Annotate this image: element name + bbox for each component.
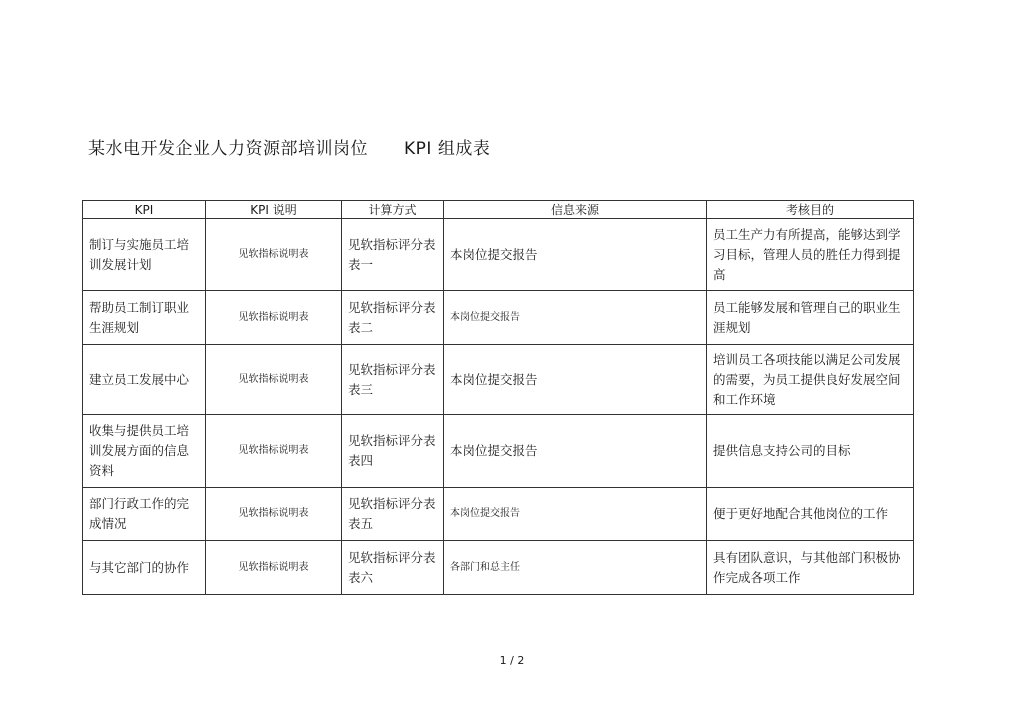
table-row [83, 488, 914, 541]
kpi-desc-cell: 见软指标说明表 [206, 541, 342, 595]
table-body [83, 219, 914, 595]
kpi-name-cell: 制订与实施员工培训发展计划 [83, 219, 206, 291]
kpi-desc-cell: 见软指标说明表 [206, 345, 342, 415]
info-source-cell: 本岗位提交报告 [444, 415, 707, 488]
info-source-cell: 本岗位提交报告 [444, 345, 707, 415]
kpi-name-cell: 与其它部门的协作 [83, 541, 206, 595]
purpose-cell: 具有团队意识，与其他部门积极协作完成各项工作 [707, 541, 914, 595]
kpi-desc-cell: 见软指标说明表 [206, 488, 342, 541]
title-main: 某水电开发企业人力资源部培训岗位 [88, 139, 368, 159]
header-calc-method: 计算方式 [342, 201, 444, 219]
header-kpi-desc: KPI 说明 [206, 201, 342, 219]
info-source-cell: 本岗位提交报告 [444, 219, 707, 291]
purpose-cell: 培训员工各项技能以满足公司发展的需要，为员工提供良好发展空间和工作环境 [707, 345, 914, 415]
calc-method-cell: 见软指标评分表表一 [342, 219, 444, 291]
kpi-name-cell: 帮助员工制订职业生涯规划 [83, 291, 206, 345]
page-number: 1 / 2 [499, 654, 525, 667]
kpi-desc-cell: 见软指标说明表 [206, 219, 342, 291]
table-row [83, 345, 914, 415]
info-source-cell: 本岗位提交报告 [444, 291, 707, 345]
purpose-cell: 提供信息支持公司的目标 [707, 415, 914, 488]
table-row [83, 541, 914, 595]
purpose-cell: 员工生产力有所提高，能够达到学习目标，管理人员的胜任力得到提高 [707, 219, 914, 291]
kpi-name-cell: 部门行政工作的完成情况 [83, 488, 206, 541]
table-header [83, 201, 914, 219]
info-source-cell: 本岗位提交报告 [444, 488, 707, 541]
table-row [83, 415, 914, 488]
info-source-cell: 各部门和总主任 [444, 541, 707, 595]
kpi-name-cell: 建立员工发展中心 [83, 345, 206, 415]
header-purpose: 考核目的 [707, 201, 914, 219]
header-kpi: KPI [83, 201, 206, 219]
kpi-table [82, 200, 914, 595]
header-info-source: 信息来源 [444, 201, 707, 219]
title-suffix: KPI 组成表 [404, 139, 491, 159]
calc-method-cell: 见软指标评分表表六 [342, 541, 444, 595]
calc-method-cell: 见软指标评分表表四 [342, 415, 444, 488]
header-row [83, 201, 914, 219]
kpi-desc-cell: 见软指标说明表 [206, 415, 342, 488]
table-row [83, 219, 914, 291]
document-title [88, 134, 490, 159]
purpose-cell: 员工能够发展和管理自己的职业生涯规划 [707, 291, 914, 345]
calc-method-cell: 见软指标评分表表二 [342, 291, 444, 345]
calc-method-cell: 见软指标评分表表五 [342, 488, 444, 541]
purpose-cell: 便于更好地配合其他岗位的工作 [707, 488, 914, 541]
kpi-name-cell: 收集与提供员工培训发展方面的信息资料 [83, 415, 206, 488]
kpi-desc-cell: 见软指标说明表 [206, 291, 342, 345]
table-row [83, 291, 914, 345]
calc-method-cell: 见软指标评分表表三 [342, 345, 444, 415]
